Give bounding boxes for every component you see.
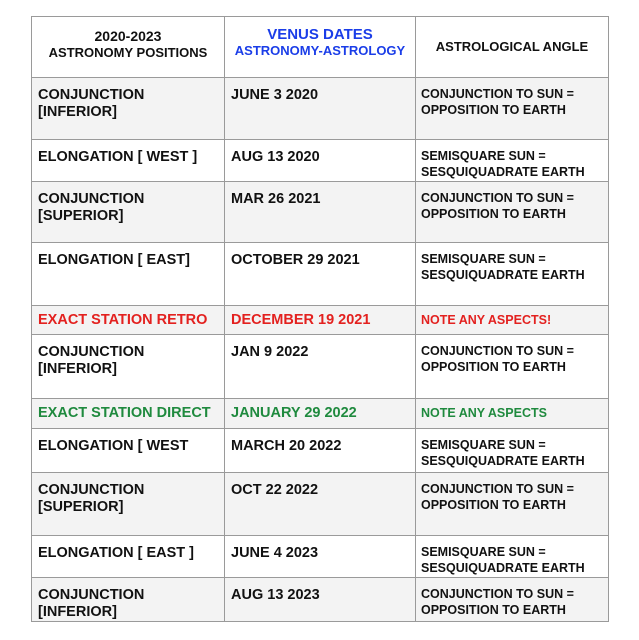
header-venus-dates-title: VENUS DATES: [267, 26, 373, 43]
position-cell: ELONGATION [ WEST ]: [32, 140, 225, 182]
table-header-row: [32, 17, 609, 78]
position-cell: CONJUNCTION [INFERIOR]: [32, 335, 225, 399]
angle-cell: CONJUNCTION TO SUN = OPPOSITION TO EARTH: [416, 473, 609, 536]
position-cell: CONJUNCTION [SUPERIOR]: [32, 473, 225, 536]
angle-cell: CONJUNCTION TO SUN = OPPOSITION TO EARTH: [416, 335, 609, 399]
table-row: [32, 243, 609, 306]
position-cell: ELONGATION [ WEST: [32, 429, 225, 473]
header-positions-label: ASTRONOMY POSITIONS: [48, 45, 208, 60]
date-cell: MAR 26 2021: [225, 182, 416, 243]
table-row: [32, 429, 609, 473]
table-row: [32, 78, 609, 140]
table-row: [32, 578, 609, 622]
angle-cell: CONJUNCTION TO SUN = OPPOSITION TO EARTH: [416, 182, 609, 243]
header-astrological-angle: [416, 17, 609, 78]
date-cell: AUG 13 2020: [225, 140, 416, 182]
angle-cell: NOTE ANY ASPECTS!: [416, 306, 609, 335]
angle-cell: SEMISQUARE SUN = SESQUIQUADRATE EARTH: [416, 429, 609, 473]
angle-cell: CONJUNCTION TO SUN = OPPOSITION TO EARTH: [416, 78, 609, 140]
angle-cell: NOTE ANY ASPECTS: [416, 399, 609, 429]
table-row: [32, 399, 609, 429]
table-row: [32, 306, 609, 335]
position-cell: CONJUNCTION [INFERIOR]: [32, 578, 225, 622]
date-cell: OCTOBER 29 2021: [225, 243, 416, 306]
date-cell: DECEMBER 19 2021: [225, 306, 416, 335]
date-cell: JANUARY 29 2022: [225, 399, 416, 429]
date-cell: AUG 13 2023: [225, 578, 416, 622]
position-cell: CONJUNCTION [SUPERIOR]: [32, 182, 225, 243]
date-cell: OCT 22 2022: [225, 473, 416, 536]
angle-cell: SEMISQUARE SUN = SESQUIQUADRATE EARTH: [416, 536, 609, 578]
table-row: [32, 182, 609, 243]
date-cell: MARCH 20 2022: [225, 429, 416, 473]
position-cell: CONJUNCTION [INFERIOR]: [32, 78, 225, 140]
angle-cell: SEMISQUARE SUN = SESQUIQUADRATE EARTH: [416, 243, 609, 306]
table-row: [32, 335, 609, 399]
position-cell: ELONGATION [ EAST ]: [32, 536, 225, 578]
header-years: 2020-2023: [94, 28, 162, 44]
position-cell: EXACT STATION DIRECT: [32, 399, 225, 429]
table-row: [32, 536, 609, 578]
angle-cell: SEMISQUARE SUN = SESQUIQUADRATE EARTH: [416, 140, 609, 182]
table-row: [32, 473, 609, 536]
venus-dates-table: [31, 16, 609, 622]
position-cell: ELONGATION [ EAST]: [32, 243, 225, 306]
date-cell: JAN 9 2022: [225, 335, 416, 399]
table-row: [32, 140, 609, 182]
date-cell: JUNE 3 2020: [225, 78, 416, 140]
position-cell: EXACT STATION RETRO: [32, 306, 225, 335]
header-astronomy-astrology: ASTRONOMY-ASTROLOGY: [234, 43, 406, 58]
header-astronomy-positions: [32, 17, 225, 78]
header-angle-label: ASTROLOGICAL ANGLE: [435, 39, 589, 54]
date-cell: JUNE 4 2023: [225, 536, 416, 578]
header-venus-dates: [225, 17, 416, 78]
angle-cell: CONJUNCTION TO SUN = OPPOSITION TO EARTH: [416, 578, 609, 622]
